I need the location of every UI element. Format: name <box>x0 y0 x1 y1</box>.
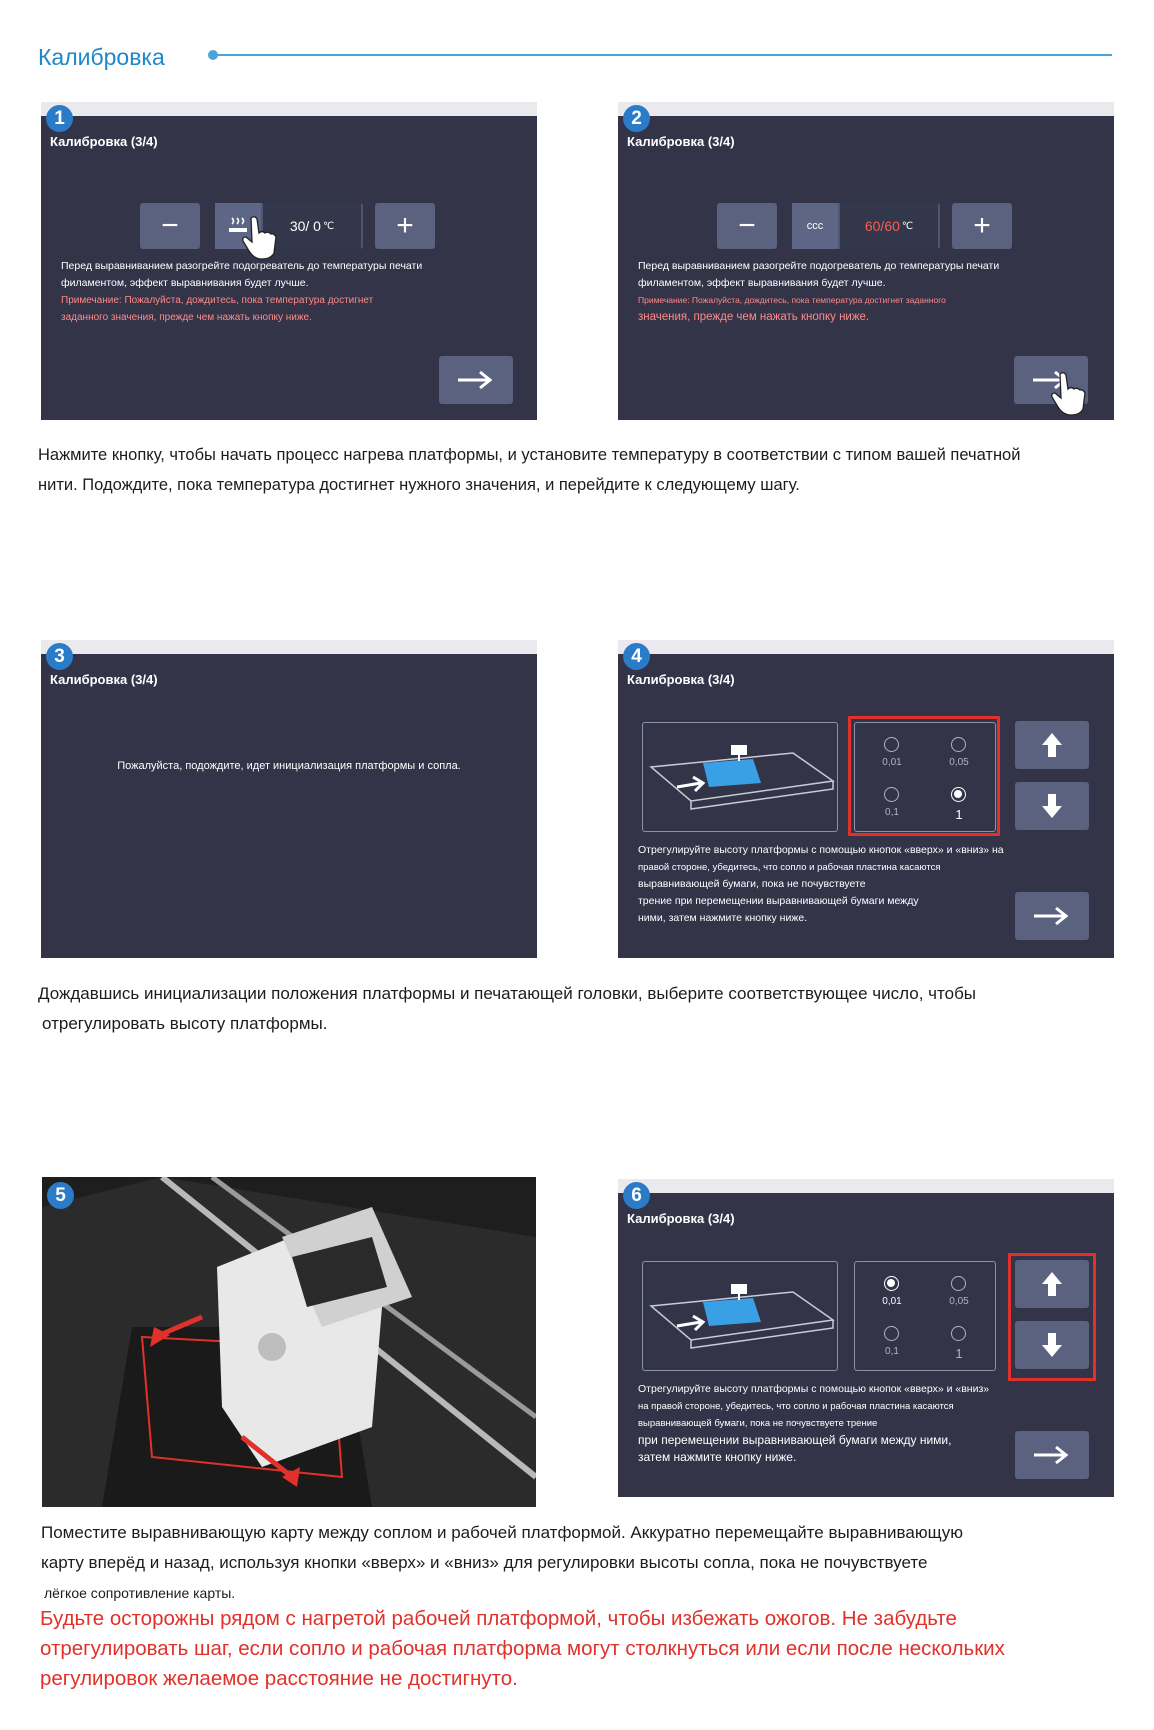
step-badge: 5 <box>47 1182 74 1209</box>
page-title: Калибровка <box>38 44 165 70</box>
next-button[interactable] <box>1015 1431 1089 1479</box>
next-button[interactable] <box>439 356 513 404</box>
caption-step-3-4 <box>38 979 1118 1039</box>
step-option-label: 0,1 <box>885 807 899 818</box>
screen-title: Калибровка (3/4) <box>50 672 158 687</box>
tap-hand-icon <box>239 214 279 260</box>
instruction-text: филаментом, эффект выравнивания будет лучше. <box>61 277 309 289</box>
instruction-text: Перед выравниванием разогрейте подогреватель до температуры печати <box>61 260 423 272</box>
step-option-label: 1 <box>955 1346 963 1361</box>
plus-button[interactable]: + <box>375 203 435 249</box>
instruction-text: Отрегулируйте высоту платформы с помощью кнопок «вверх» и «вниз» <box>638 1383 990 1395</box>
minus-button[interactable]: − <box>140 203 200 249</box>
warning-line: Будьте осторожны рядом с нагретой рабочей платформой, чтобы избежать ожогов. Не забудьте <box>40 1607 957 1630</box>
instruction-text: затем нажмите кнопку ниже. <box>638 1450 797 1464</box>
note-text: Примечание: Пожалуйста, дождитесь, пока температура достигнет <box>61 295 374 306</box>
step-badge: 2 <box>623 105 650 132</box>
wait-message: Пожалуйста, подождите, идет инициализация платформы и сопла. <box>117 760 461 772</box>
caption-line: нити. Подождите, пока температура достигнет нужного значения, и перейдите к следующему шагу. <box>38 476 800 494</box>
bed-illustration <box>642 1261 838 1371</box>
temperature-readout: 60/60 <box>864 218 900 234</box>
step-option-label: 0,01 <box>882 757 902 768</box>
caption-step-1-2 <box>38 440 1118 500</box>
warning-line: регулировок желаемое расстояние не достигнуто. <box>40 1667 518 1690</box>
instruction-text: трение при перемещении выравнивающей бумаги между <box>638 895 919 907</box>
highlight-frame <box>848 716 1000 836</box>
highlight-frame <box>1008 1253 1096 1381</box>
arrow-up-icon <box>1040 731 1064 759</box>
temperature-readout: 30/ 0 <box>289 218 321 234</box>
step-option-label: 0,05 <box>949 757 969 768</box>
step-badge: 3 <box>46 643 73 670</box>
up-arrow-button[interactable] <box>1015 721 1089 769</box>
instruction-text: ними, затем нажмите кнопку ниже. <box>638 912 808 924</box>
burn-warning <box>40 1604 1120 1694</box>
step-size-selector <box>854 1261 996 1371</box>
instruction-text: при перемещении выравнивающей бумаги между ними, <box>638 1433 952 1447</box>
caption-line: карту вперёд и назад, используя кнопки «вверх» и «вниз» для регулировки высоты сопла, пока не почувствуете <box>41 1553 928 1572</box>
step-badge: 6 <box>623 1182 650 1209</box>
step-badge: 1 <box>46 105 73 132</box>
caption-line: лёгкое сопротивление карты. <box>44 1585 236 1601</box>
instruction-text: Перед выравниванием разогрейте подогреватель до температуры печати <box>638 260 1000 272</box>
instruction-text: филаментом, эффект выравнивания будет лучше. <box>638 277 886 289</box>
step-radio-0-05[interactable] <box>951 1276 966 1291</box>
arrow-right-icon <box>1032 906 1072 926</box>
step-4-panel <box>618 640 1114 958</box>
step-option-label: 0,1 <box>885 1346 899 1357</box>
instruction-text: на правой стороне, убедитесь, что сопло и рабочая пластина касаются <box>638 1401 954 1412</box>
caption-line: отрегулировать высоту платформы. <box>42 1014 328 1033</box>
warning-line: отрегулировать шаг, если сопло и рабочая платформа могут столкнуться или если после нескольких <box>40 1637 1005 1660</box>
instruction-text: выравнивающей бумаги, пока не почувствуете трение <box>638 1418 878 1429</box>
step-radio-0-1[interactable] <box>884 1326 899 1341</box>
step-1-panel <box>41 102 537 420</box>
temperature-value <box>840 203 938 249</box>
instruction-text: правой стороне, убедитесь, что сопло и рабочая пластина касаются <box>638 862 941 873</box>
step-2-panel <box>618 102 1114 420</box>
instruction-text: Отрегулируйте высоту платформы с помощью кнопок «вверх» и «вниз» на <box>638 844 1004 856</box>
printer-screen <box>618 646 1114 958</box>
next-button[interactable] <box>1015 892 1089 940</box>
header-divider <box>210 54 1112 56</box>
note-text: Примечание: Пожалуйста, дождитесь, пока температура достигнет заданного <box>638 295 946 305</box>
printer-screen <box>618 108 1114 420</box>
instruction-text: выравнивающей бумаги, пока не почувствуете <box>638 878 866 890</box>
step-option-label: 1 <box>955 807 963 822</box>
temperature-unit: ℃ <box>322 220 335 232</box>
heatbed-icon[interactable]: ccc <box>792 203 838 249</box>
arrow-right-icon <box>456 370 496 390</box>
heatbed-temperature-control[interactable] <box>792 203 940 249</box>
plus-button[interactable]: + <box>952 203 1012 249</box>
printer-screen <box>41 108 537 420</box>
note-text: заданного значения, прежде чем нажать кнопку ниже. <box>61 312 312 323</box>
screen-title: Калибровка (3/4) <box>627 134 735 149</box>
note-text: значения, прежде чем нажать кнопку ниже. <box>638 311 870 323</box>
caption-step-5-6 <box>41 1518 1121 1608</box>
step-radio-0-01[interactable] <box>884 1276 899 1291</box>
caption-line: Нажмите кнопку, чтобы начать процесс нагрева платформы, и установите температуру в соответствии с типом вашей печатной <box>38 446 1021 464</box>
step-radio-1[interactable] <box>951 1326 966 1341</box>
arrow-down-icon <box>1040 792 1064 820</box>
temperature-unit: ℃ <box>901 220 914 232</box>
down-arrow-button[interactable] <box>1015 782 1089 830</box>
printhead-photo <box>42 1177 536 1507</box>
minus-button[interactable]: − <box>717 203 777 249</box>
heatbed-temperature-control[interactable] <box>215 203 363 249</box>
step-option-label: 0,05 <box>949 1296 969 1307</box>
caption-line: Поместите выравнивающую карту между соплом и рабочей платформой. Аккуратно перемещайте выравнивающую <box>41 1523 964 1542</box>
step-6-panel <box>618 1179 1114 1497</box>
printer-screen <box>41 646 537 958</box>
step-badge: 4 <box>623 643 650 670</box>
printer-screen <box>618 1185 1114 1497</box>
step-option-label: 0,01 <box>882 1296 902 1307</box>
bed-illustration <box>642 722 838 832</box>
step-3-panel <box>41 640 537 958</box>
screen-title: Калибровка (3/4) <box>627 1211 735 1226</box>
screen-title: Калибровка (3/4) <box>627 672 735 687</box>
arrow-right-icon <box>1032 1445 1072 1465</box>
step-5-photo <box>42 1177 536 1507</box>
tap-hand-icon <box>1048 370 1088 416</box>
screen-title: Калибровка (3/4) <box>50 134 158 149</box>
caption-line: Дождавшись инициализации положения платформы и печатающей головки, выберите соответствующее число, чтобы <box>38 984 977 1003</box>
